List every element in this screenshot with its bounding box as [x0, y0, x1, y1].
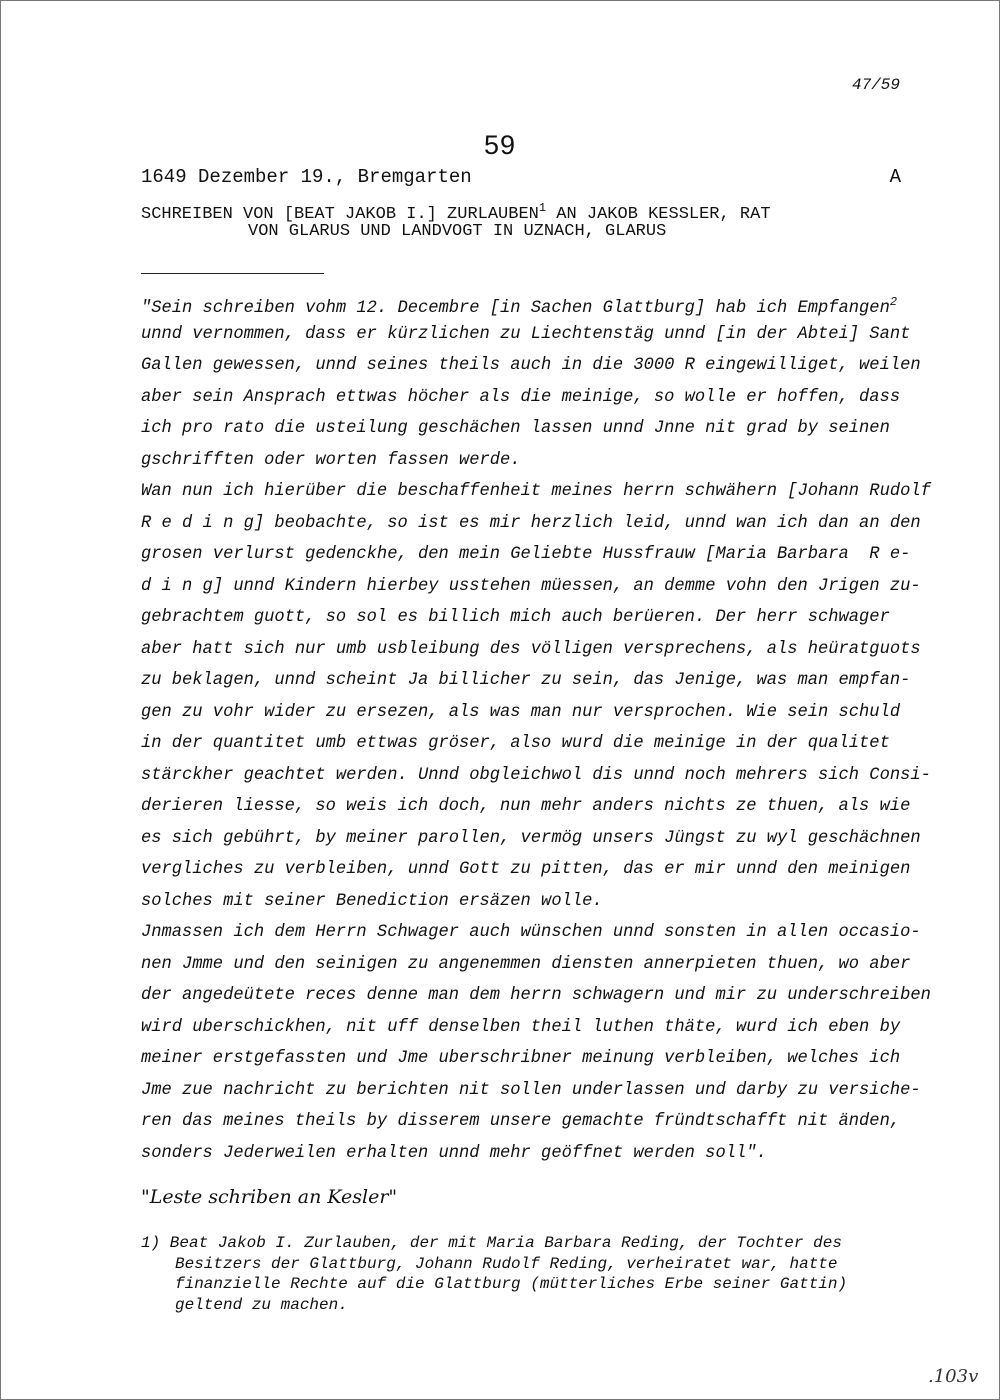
footnote-line: finanzielle Rechte auf die Glattburg (mütterliches Erbe seiner Gattin) [175, 1275, 848, 1293]
letter-body [141, 287, 931, 1169]
date-place: 1649 Dezember 19., Bremgarten [141, 166, 472, 188]
body-line: Jnmassen ich dem Herrn Schwager auch wünschen unnd sonsten in allen occasio- [141, 923, 921, 942]
body-line: Jme zue nachricht zu berichten nit sollen underlassen und darby zu versiche- [141, 1080, 921, 1100]
document-number: 59 [483, 130, 517, 160]
body-line: gen zu vohr wider zu ersezen, als was man nur versprochen. Wie sein schuld [141, 702, 901, 722]
spaced-name: d i n g [141, 576, 213, 596]
body-line: nen Jmme und den seinigen zu angenemmen diensten annerpieten thuen, wo aber [141, 954, 911, 974]
footnote-line: Besitzers der Glattburg, Johann Rudolf Reding, verheiratet war, hatte [175, 1254, 838, 1273]
body-line: ich pro rato die usteilung geschächen lassen unnd Jnne nit grad by seinen [141, 419, 890, 438]
handwritten-note: "Leste schriben an Kesler" [141, 1186, 398, 1208]
body-line: Gallen gewessen, unnd seines theils auch in die 3000 R eingewilliget, weilen [141, 356, 921, 375]
body-line: aber sein Ansprach ettwas höcher als die meinige, so wolle er hoffen, dass [141, 387, 901, 407]
body-line [141, 287, 921, 319]
spaced-name: R e d i n g [141, 513, 254, 533]
body-line: derieren liesse, so weis ich doch, nun mehr anders nichts ze thuen, als wie [141, 797, 911, 816]
footnote-line: 1) Beat Jakob I. Zurlauben, der mit Maria Barbara Reding, der Tochter des [141, 1234, 842, 1252]
header-line-1-text: SCHREIBEN VON [BEAT JAKOB I.] ZURLAUBEN [141, 205, 539, 224]
body-line: gebrachtem guott, so sol es billich mich auch berüeren. Der herr schwager [141, 608, 890, 627]
body-line-text: "Sein schreiben vohm 12. Decembre [in Sachen Glattburg] hab ich Empfangen [141, 299, 890, 318]
archive-page-mark: .103v [928, 1366, 979, 1387]
body-line-text: ] unnd Kindern hierbey usstehen müessen, an demme vohn den Jrigen zu- [212, 576, 921, 596]
body-line: vergliches zu verbleiben, unnd Gott zu pitten, das er mir unnd den meinigen [141, 860, 911, 879]
body-line: aber hatt sich nur umb usbleibung des völligen versprechens, als heüratguots [141, 639, 921, 659]
body-footnote-ref: 2 [889, 295, 898, 309]
folio-number: 47/59 [851, 76, 900, 94]
body-line: in der quantitet umb ettwas gröser, also wurd die meinige in der qualitet [141, 734, 890, 753]
header-line-2: VON GLARUS UND LANDVOGT IN UZNACH, GLARUS [248, 222, 667, 241]
body-line: ren das meines theils by disserem unsere gemachte fründtschafft nit änden, [141, 1112, 901, 1131]
body-line: gschrifften oder worten fassen werde. [141, 450, 521, 470]
body-line: meiner erstgefassten und Jme uberschribner meinung verbleiben, welches ich [141, 1049, 901, 1068]
body-line: wird uberschickhen, nit uff denselben theil luthen thäte, wurd ich eben by [141, 1017, 901, 1037]
body-line: grosen verlurst gedenckhe, den mein Geliebte Hussfrauw [Maria Barbara R e- [141, 545, 911, 564]
separator-rule [141, 273, 324, 274]
body-line: zu beklagen, unnd scheint Ja billicher zu sein, das Jenige, was man empfan- [141, 671, 911, 690]
header-line-1-rest: AN JAKOB KESSLER, RAT [546, 205, 771, 224]
body-line: stärckher geachtet werden. Unnd obgleichwol dis unnd noch mehrers sich Consi- [141, 765, 931, 785]
date-place-line [141, 166, 901, 188]
header-line-1 [141, 201, 901, 224]
body-line: sonders Jederweilen erhalten unnd mehr geöffnet werden soll". [141, 1143, 767, 1163]
body-line: unnd vernommen, dass er kürzlichen zu Liechtenstäg unnd [in der Abtei] Sant [141, 324, 911, 344]
body-line: es sich gebührt, by meiner parollen, vermög unsers Jüngst zu wyl geschächnen [141, 828, 921, 848]
header-footnote-ref: 1 [538, 201, 547, 215]
footnote [141, 1233, 921, 1315]
footnote-line: geltend zu machen. [175, 1295, 348, 1314]
body-line: solches mit seiner Benediction ersäzen wolle. [141, 891, 603, 911]
body-line: Wan nun ich hierüber die beschaffenheit meines herrn schwähern [Johann Rudolf [141, 482, 931, 501]
letter-marker: A [889, 166, 901, 188]
body-line [141, 571, 921, 603]
body-line: der angedeütete reces denne man dem herrn schwagern und mir zu underschreiben [141, 986, 931, 1005]
body-line-text: ] beobachte, so ist es mir herzlich leid, unnd wan ich dan an den [253, 513, 921, 533]
body-line [141, 508, 921, 540]
